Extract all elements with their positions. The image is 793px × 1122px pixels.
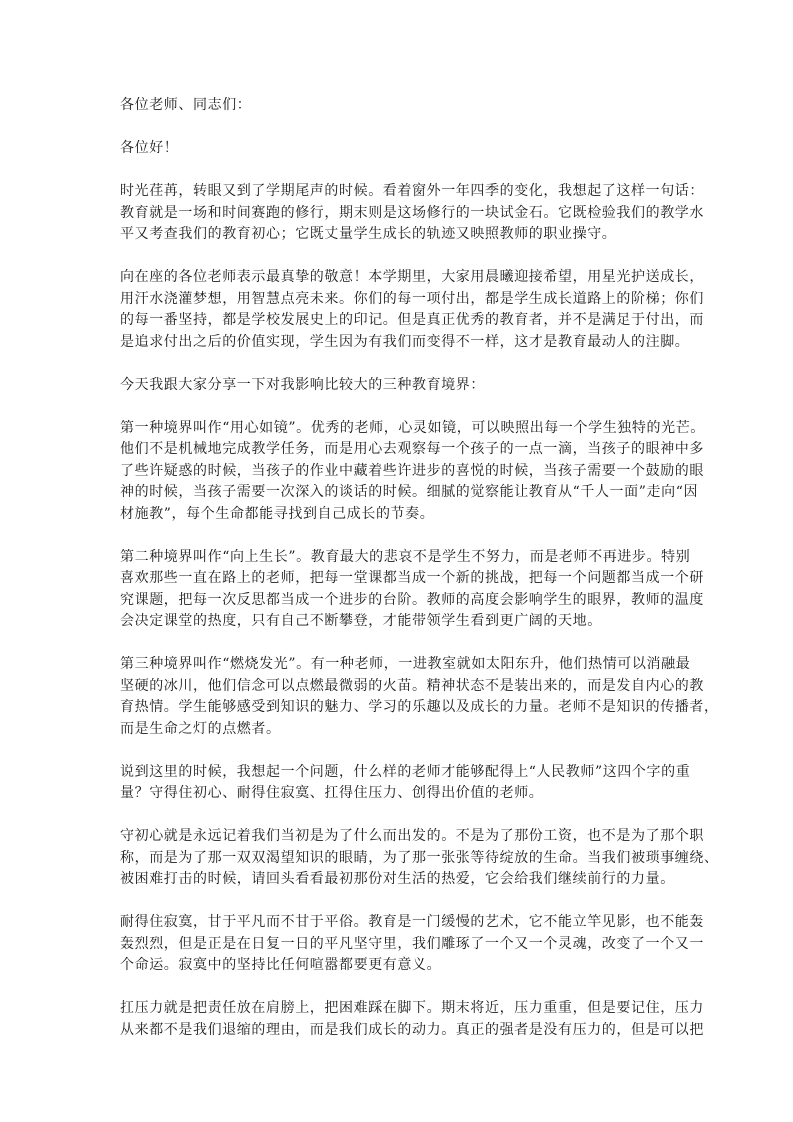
text-line: 材施教”，每个生命都能寻找到自己成长的节奏。 [120,505,435,522]
paragraph [120,138,680,160]
text-line: 向在座的各位老师表示最真挚的敬意！本学期里，大家用晨曦迎接希望，用星光护送成长， [120,269,704,285]
paragraph [120,826,719,891]
text-line: 教育就是一场和时间赛跑的修行，期末则是这场修行的一块试金石。它既检验我们的教学水 [120,204,704,221]
text-line: 第三种境界叫作“燃烧发光”。有一种老师，一进教室就如太阳东升，他们热情可以消融最 [120,656,691,672]
text-line: 时光荏苒，转眼又到了学期尾声的时候。看着窗外一年四季的变化，我想起了这样一句话： [120,183,704,199]
paragraph [120,375,680,397]
text-line: 个命运。寂寞中的坚持比任何喧嚣都要更有意义。 [120,957,442,973]
text-line: 第一种境界叫作“用心如镜”。优秀的老师，心灵如镜，可以映照出每一个学生独特的光芒。 [120,419,705,436]
text-line: 各位好！ [120,140,179,156]
text-line: 被困难打击的时候，请回头看看最初那份对生活的热爱，它会给我们继续前行的力量。 [120,871,675,887]
text-line: 轰烈烈，但是正是在日复一日的平凡坚守里，我们雕琢了一个又一个灵魂，改变了一个又一 [120,935,704,952]
text-line: 第二种境界叫作“向上生长”。教育最大的悲哀不是学生不努力，而是老师不再进步。特别 [120,548,691,565]
text-line: 神的时候，当孩子需要一次深入的谈话的时候。细腻的觉察能让教育从“千人一面”走向“因 [120,484,699,500]
text-line: 是追求付出之后的价值实现，学生因为有我们而变得不一样，这才是教育最动人的注脚。 [120,333,690,350]
paragraph [120,547,704,633]
text-line: 守初心就是永远记着我们当初是为了什么而出发的。不是为了那份工资，也不是为了那个职 [120,828,704,844]
paragraph [120,181,704,246]
text-line: 扛压力就是把责任放在肩膀上，把困难踩在脚下。期末将近，压力重重，但是要记住，压力 [120,1000,704,1016]
text-line: 的每一番坚持，都是学校发展史上的印记。但是真正优秀的教育者，并不是满足于付出，而 [120,312,704,328]
text-line: 育热情。学生能够感受到知识的魅力、学习的乐趣以及成长的力量。老师不是知识的传播者， [120,699,719,715]
text-line: 从来都不是我们退缩的理由，而是我们成长的动力。真正的强者是没有压力的，但是可以把 [120,1021,704,1038]
text-line: 会决定课堂的热度，只有自己不断攀登，才能带领学生看到更广阔的天地。 [120,613,602,629]
text-line: 称，而是为了那一双双渴望知识的眼睛，为了那一张张等待绽放的生命。当我们被琐事缠绕、 [120,849,719,866]
text-line: 了些许疑惑的时候，当孩子的作业中藏着些许进步的喜悦的时候，当孩子需要一个鼓励的眼 [120,462,704,479]
paragraph [120,418,705,526]
text-line: 坚硬的冰川，他们信念可以点燃最微弱的火苗。精神状态不是装出来的，而是发自内心的教 [120,677,704,694]
paragraph [120,762,691,805]
text-line: 今天我跟大家分享一下对我影响比较大的三种教育境界： [120,376,485,393]
text-line: 各位老师、同志们： [120,97,252,113]
text-line: 用汗水浇灌梦想，用智慧点亮未来。你们的每一项付出，都是学生成长道路上的阶梯；你们 [120,290,704,307]
text-line: 他们不是机械地完成教学任务，而是用心去观察每一个孩子的一点一滴，当孩子的眼神中多 [120,441,704,457]
text-line: 而是生命之灯的点燃者。 [120,720,281,737]
text-line: 耐得住寂寞，甘于平凡而不甘于平俗。教育是一门缓慢的艺术，它不能立竿见影，也不能轰 [120,914,704,930]
paragraph [120,95,680,117]
text-line: 究课题，把每一次反思都当成一个进步的台阶。教师的高度会影响学生的眼界，教师的温度 [120,591,704,608]
text-line: 平又考查我们的教育初心；它既丈量学生成长的轨迹又映照教师的职业操守。 [120,226,617,242]
paragraph [120,267,704,353]
paragraph [120,998,704,1041]
paragraph [120,912,704,977]
paragraph [120,654,719,740]
text-line: 量？守得住初心、耐得住寂寞、扛得住压力、创得出价值的老师。 [120,785,544,801]
text-line: 喜欢那些一直在路上的老师，把每一堂课都当成一个新的挑战，把每一个问题都当成一个研 [120,570,704,586]
text-line: 说到这里的时候，我想起一个问题，什么样的老师才能够配得上“人民教师”这四个字的重 [120,763,691,780]
document-body [120,95,719,1063]
